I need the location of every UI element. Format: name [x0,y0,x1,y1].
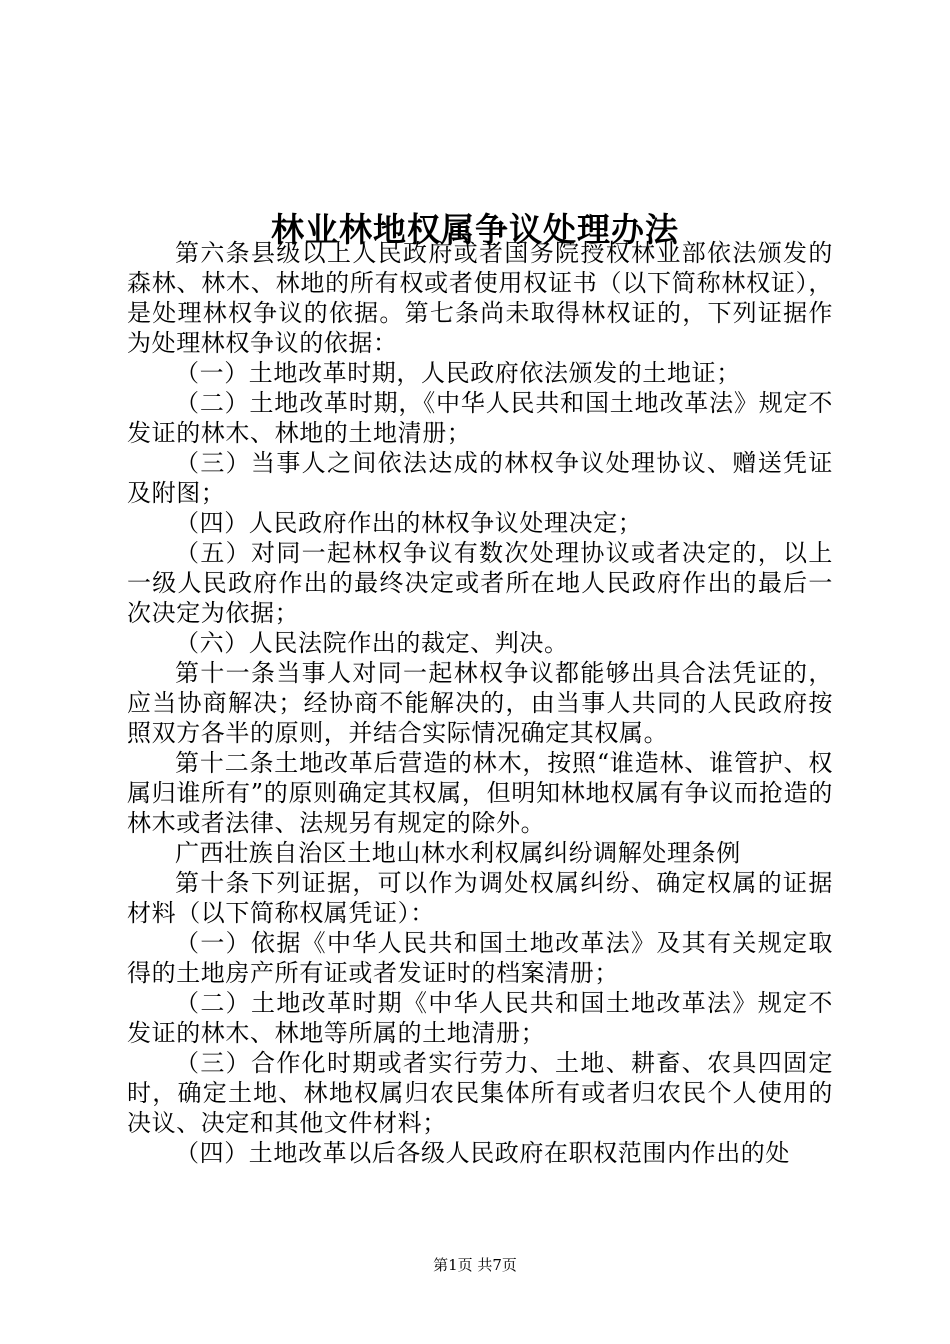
paragraph-evidence-4: （四）土地改革以后各级人民政府在职权范围内作出的处 [175,1139,790,1167]
paragraph-item-1: （一）土地改革时期，人民政府依法颁发的土地证； [175,359,741,387]
paragraph-evidence-1: （一）依据《中华人民共和国土地改革法》及其有关规定取得的土地房产所有证或者发证时的档案清册； [127,929,833,987]
paragraph-article-10: 第十条下列证据，可以作为调处权属纠纷、确定权属的证据材料（以下简称权属凭证）： [127,869,833,927]
paragraph-item-3: （三）当事人之间依法达成的林权争议处理协议、赠送凭证及附图； [127,449,833,507]
document-title: 林业林地权属争议处理办法 [271,210,679,250]
paragraph-item-5: （五）对同一起林权争议有数次处理协议或者决定的，以上一级人民政府作出的最终决定或者所在地人民政府作出的最后一次决定为依据； [127,539,833,627]
paragraph-guangxi-heading: 广西壮族自治区土地山林水利权属纠纷调解处理条例 [175,839,741,867]
paragraph-item-6: （六）人民法院作出的裁定、判决。 [175,629,569,657]
paragraph-evidence-2: （二）土地改革时期《中华人民共和国土地改革法》规定不发证的林木、林地等所属的土地清册； [127,989,833,1047]
paragraph-article-6-7: 第六条县级以上人民政府或者国务院授权林业部依法颁发的森林、林木、林地的所有权或者使用权证书（以下简称林权证），是处理林权争议的依据。第七条尚未取得林权证的，下列证据作为处理林权争议的依据： [127,239,833,357]
paragraph-article-11: 第十一条当事人对同一起林权争议都能够出具合法凭证的，应当协商解决；经协商不能解决的，由当事人共同的人民政府按照双方各半的原则，并结合实际情况确定其权属。 [127,659,833,747]
paragraph-article-12: 第十二条土地改革后营造的林木，按照“谁造林、谁管护、权属归谁所有”的原则确定其权属，但明知林地权属有争议而抢造的林木或者法律、法规另有规定的除外。 [127,749,833,837]
paragraph-item-2: （二）土地改革时期，《中华人民共和国土地改革法》规定不发证的林木、林地的土地清册； [127,389,833,447]
document-body [127,238,833,1168]
paragraph-item-4: （四）人民政府作出的林权争议处理决定； [175,509,643,537]
paragraph-evidence-3: （三）合作化时期或者实行劳力、土地、耕畜、农具四固定时，确定土地、林地权属归农民集体所有或者归农民个人使用的决议、决定和其他文件材料； [127,1049,833,1137]
page-number: 第1页 共7页 [433,1256,517,1274]
